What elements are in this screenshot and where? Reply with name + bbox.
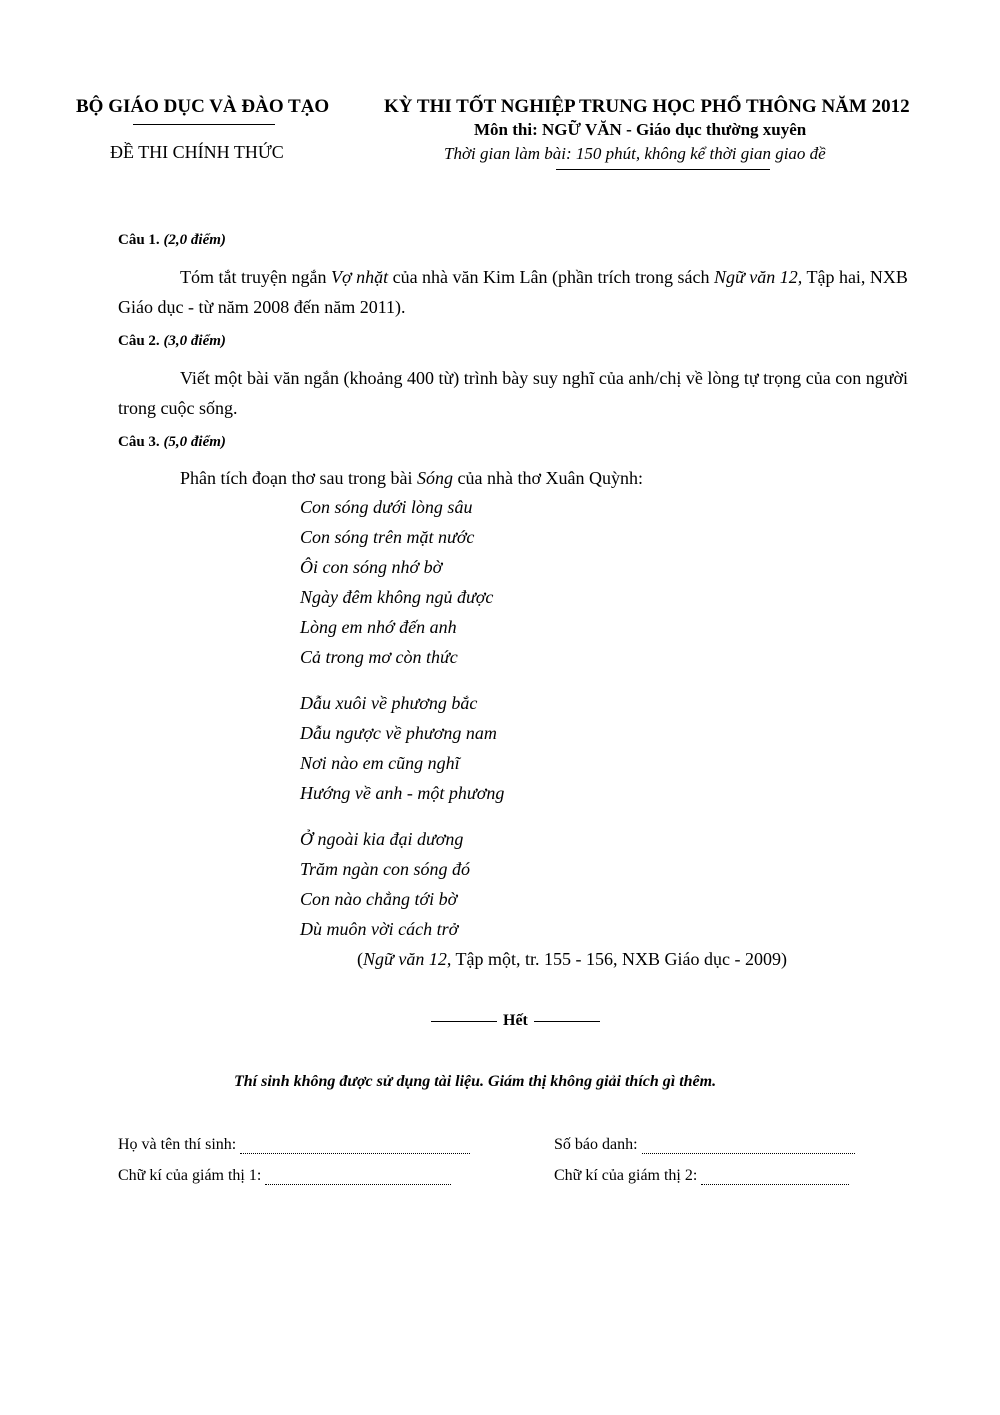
- supervisor-1-field: [118, 1167, 451, 1185]
- candidate-number-label: Số báo danh:: [554, 1136, 638, 1153]
- poem-line: Nơi nào em cũng nghĩ: [300, 753, 460, 773]
- poem-line: Ở ngoài kia đại dương: [300, 829, 464, 849]
- candidate-name-field: [118, 1136, 470, 1154]
- end-marker: [425, 1012, 606, 1030]
- supervisor-2-field: [554, 1167, 849, 1185]
- q1-work-title: Vợ nhặt: [330, 267, 389, 287]
- q1-text-c: Tập hai, NXB Giáo dục - từ năm 2008 đến năm 2011).: [118, 267, 908, 317]
- question-2-points: (3,0 điểm): [163, 333, 226, 349]
- source-rest: , Tập một, tr. 155 - 156, NXB Giáo dục - 2009): [446, 949, 787, 969]
- question-1-text: [118, 262, 918, 322]
- poem-line: Cả trong mơ còn thức: [300, 647, 458, 667]
- question-3-points: (5,0 điểm): [163, 434, 226, 450]
- question-3-label: Câu 3.: [118, 434, 160, 450]
- supervisor-2-blank[interactable]: [701, 1172, 849, 1185]
- q3-text-b: của nhà thơ Xuân Quỳnh:: [452, 468, 643, 488]
- exam-type: ĐỀ THI CHÍNH THỨC: [110, 142, 284, 162]
- ministry-underline: [133, 124, 275, 125]
- subject-line: [474, 120, 806, 140]
- source-book: Ngữ văn 12: [363, 949, 447, 969]
- supervisor-1-label: Chữ kí của giám thị 1:: [118, 1167, 262, 1184]
- question-2-heading: [118, 333, 226, 350]
- question-2-text: Viết một bài văn ngắn (khoảng 400 từ) trình bày suy nghĩ của anh/chị về lòng tự trọng của con người trong cuộc sống.: [118, 368, 908, 418]
- poem-line: Lòng em nhớ đến anh: [300, 617, 457, 637]
- q1-text-b: của nhà văn Kim Lân (phần trích trong sách: [388, 267, 714, 287]
- poem-line: Con nào chẳng tới bờ: [300, 889, 458, 909]
- poem-line: Trăm ngàn con sóng đó: [300, 859, 471, 879]
- ministry-name: BỘ GIÁO DỤC VÀ ĐÀO TẠO: [76, 96, 330, 117]
- supervisor-2-label: Chữ kí của giám thị 2:: [554, 1167, 698, 1184]
- candidate-name-label: Họ và tên thí sinh:: [118, 1136, 237, 1153]
- poem-line: Dẫu xuôi về phương bắc: [300, 693, 478, 713]
- question-1-label: Câu 1.: [118, 232, 160, 248]
- q3-text-a: Phân tích đoạn thơ sau trong bài: [180, 468, 417, 488]
- end-label: Hết: [503, 1012, 528, 1029]
- poem-line: Dẫu ngược về phương nam: [300, 723, 497, 743]
- poem-source: [357, 949, 787, 970]
- subject-name: NGỮ VĂN: [542, 120, 622, 139]
- poem-line: Con sóng trên mặt nước: [300, 527, 475, 547]
- subject-prefix: Môn thi:: [474, 120, 538, 139]
- q1-book-title: Ngữ văn 12,: [713, 267, 803, 287]
- poem-line: Dù muôn vời cách trở: [300, 919, 459, 939]
- poem-line: Con sóng dưới lòng sâu: [300, 497, 473, 517]
- time-note: Thời gian làm bài: 150 phút, không kể thời gian giao đề: [444, 144, 826, 163]
- poem-line: Ngày đêm không ngủ được: [300, 587, 494, 607]
- supervisor-1-blank[interactable]: [265, 1172, 451, 1185]
- question-3-heading: [118, 434, 226, 451]
- source-open: (: [357, 949, 363, 969]
- question-2-label: Câu 2.: [118, 333, 160, 349]
- q1-text-a: Tóm tắt truyện ngắn: [180, 267, 331, 287]
- poem-line: Hướng về anh - một phương: [300, 783, 505, 803]
- time-underline: [556, 169, 770, 170]
- exam-title: KỲ THI TỐT NGHIỆP TRUNG HỌC PHỔ THÔNG NĂM 2012: [384, 96, 910, 117]
- end-dash-right: [534, 1021, 600, 1022]
- end-dash-left: [431, 1021, 497, 1022]
- question-3-text: [180, 463, 643, 493]
- candidate-number-field: [554, 1136, 855, 1154]
- question-1-points: (2,0 điểm): [163, 232, 226, 248]
- candidate-name-blank[interactable]: [240, 1141, 470, 1154]
- subject-suffix: - Giáo dục thường xuyên: [626, 120, 807, 139]
- question-1-heading: [118, 232, 226, 249]
- poem-line: Ôi con sóng nhớ bờ: [300, 557, 443, 577]
- candidate-number-blank[interactable]: [642, 1141, 855, 1154]
- candidate-note: Thí sinh không được sử dụng tài liệu. Giám thị không giải thích gì thêm.: [234, 1073, 717, 1090]
- q3-poem-title: Sóng: [416, 468, 453, 488]
